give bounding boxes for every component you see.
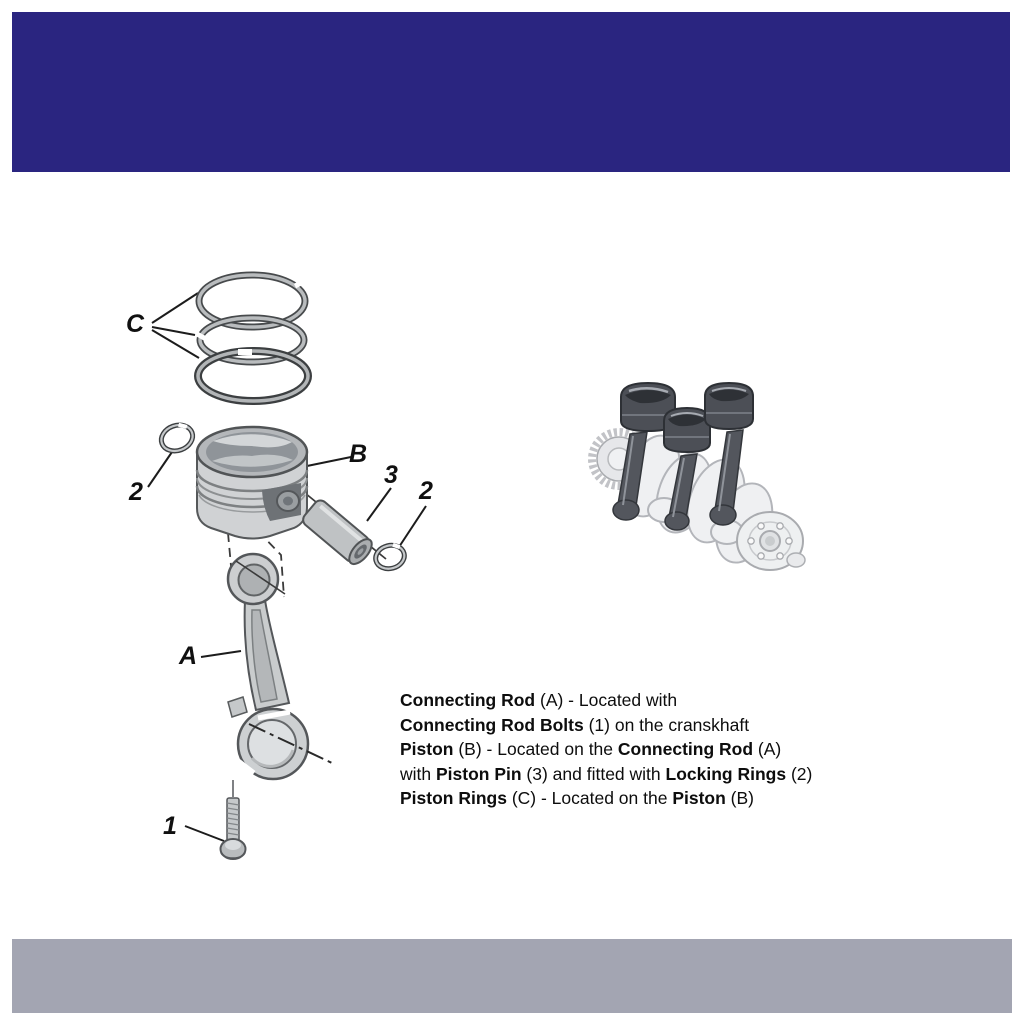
label-piston-rings: C	[126, 310, 145, 338]
bolt-illustration	[221, 780, 246, 859]
label-piston-pin: 3	[384, 461, 398, 489]
piston-pin-illustration	[300, 498, 376, 568]
description-line: Piston (B) - Located on the Connecting Rod (A)	[400, 739, 782, 759]
piston-rings-illustration	[197, 275, 308, 401]
label-locking-ring-right: 2	[419, 477, 433, 505]
label-connecting-rod: A	[179, 642, 198, 670]
description-line: Connecting Rod Bolts (1) on the cranskhaft	[400, 714, 750, 735]
connecting-rod-illustration	[228, 554, 332, 779]
label-locking-ring-left: 2	[129, 478, 143, 506]
locking-ring-left-illustration	[158, 421, 197, 455]
label-piston: B	[349, 440, 368, 468]
crankshaft-assembly-illustration	[592, 383, 805, 570]
description-line: with Piston Pin (3) and fitted with Locking Rings (2)	[400, 763, 813, 784]
description-text	[400, 688, 900, 811]
piston-illustration	[197, 427, 307, 539]
locking-ring-right-illustration	[373, 542, 407, 572]
description-line: Piston Rings (C) - Located on the Piston (B)	[400, 788, 755, 808]
description-line: Connecting Rod (A) - Located with	[400, 690, 678, 710]
label-bolt: 1	[163, 812, 177, 840]
